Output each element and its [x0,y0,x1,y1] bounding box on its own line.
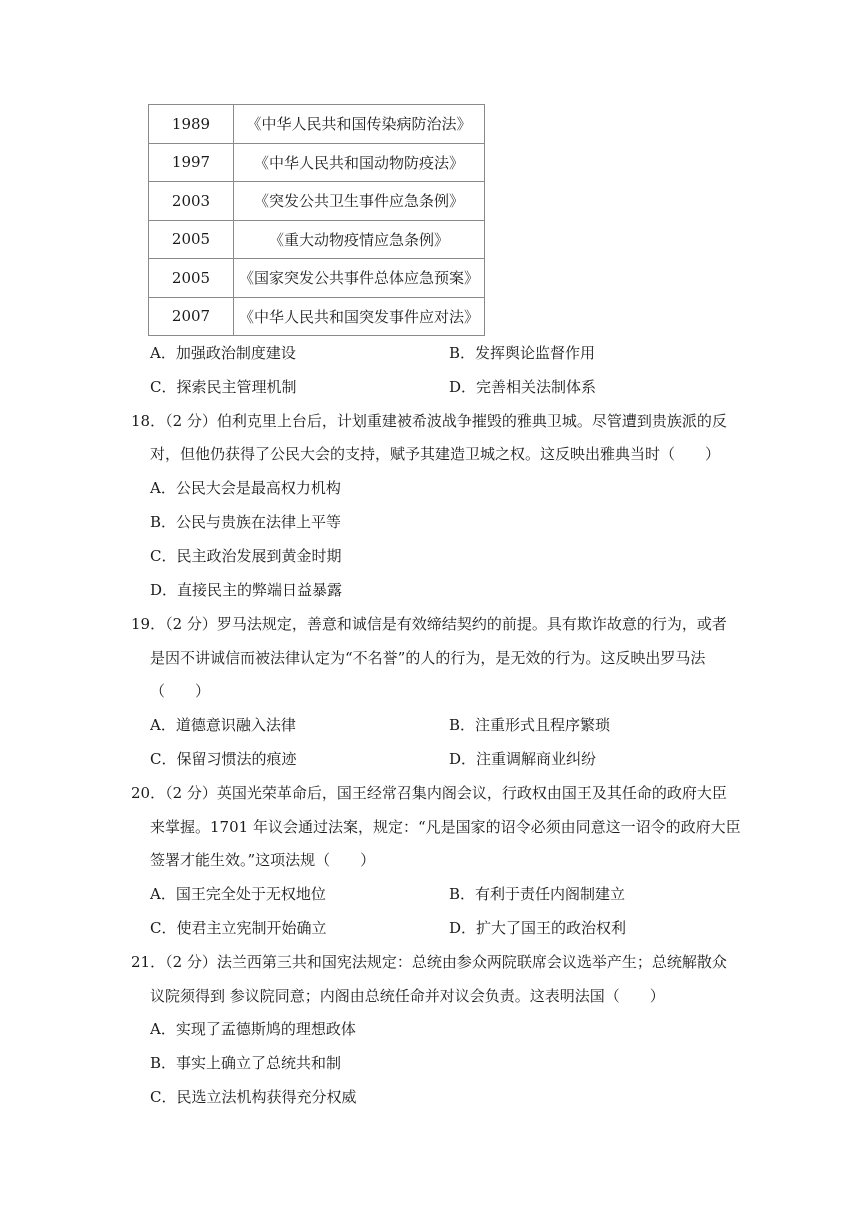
q20-option-c: C．使君主立宪制开始确立 [150,919,327,937]
law-year-cell: 2003 [149,182,234,221]
law-year-cell: 1989 [149,105,234,144]
law-table-row [149,297,485,336]
q20-option-d: D．扩大了国王的政治权利 [449,919,627,937]
law-year-cell: 2005 [149,259,234,298]
q20-option-a: A．国王完全处于无权地位 [150,885,326,903]
q19-option-b: B．注重形式且程序繁琐 [449,716,611,734]
law-title-cell: 《中华人民共和国传染病防治法》 [234,105,485,144]
q21-option-a: A．实现了孟德斯鸠的理想政体 [150,1020,356,1038]
q17-option-c: C．探索民主管理机制 [150,378,297,396]
q18-stem-line2: 对，但他仍获得了公民大会的支持，赋予其建造卫城之权。这反映出雅典当时（ ） [150,445,721,463]
q21-stem-line2: 议院须得到 参议院同意；内阁由总统任命并对议会负责。这表明法国（ ） [150,987,665,1005]
law-title-cell: 《中华人民共和国动物防疫法》 [234,143,485,182]
law-title-cell: 《中华人民共和国突发事件应对法》 [234,297,485,336]
q19-stem-line1: 19．（2 分）罗马法规定，善意和诚信是有效缔结契约的前提。具有欺诈故意的行为，或者 [131,615,727,633]
q20-stem-line1: 20．（2 分）英国光荣革命后，国王经常召集内阁会议，行政权由国王及其任命的政府大臣 [131,784,727,802]
q18-option-b: B．公民与贵族在法律上平等 [150,513,342,531]
q21-option-c: C．民选立法机构获得充分权威 [150,1088,357,1106]
law-table-row [149,182,485,221]
q19-stem-line3: （ ） [150,682,211,700]
law-title-cell: 《国家突发公共事件总体应急预案》 [234,259,485,298]
law-title-cell: 《重大动物疫情应急条例》 [234,220,485,259]
q19-option-a: A．道德意识融入法律 [150,716,296,734]
q18-option-d: D．直接民主的弊端日益暴露 [150,581,343,599]
q21-stem-line1: 21．（2 分）法兰西第三共和国宪法规定：总统由参众两院联席会议选举产生；总统解散众 [131,953,727,971]
q18-stem-line1: 18．（2 分）伯利克里上台后，计划重建被希波战争摧毁的雅典卫城。尽管遭到贵族派的反 [131,412,727,430]
q20-option-b: B．有利于责任内阁制建立 [449,885,626,903]
q18-option-a: A．公民大会是最高权力机构 [150,479,341,497]
q20-stem-line3: 签署才能生效。”这项法规（ ） [150,851,376,869]
q20-stem-line2: 来掌握。1701 年议会通过法案，规定：“凡是国家的诏令必须由同意这一诏令的政府大臣 [150,818,741,836]
law-timeline-table [148,104,485,336]
law-table-row [149,143,485,182]
law-year-cell: 1997 [149,143,234,182]
q19-option-c: C．保留习惯法的痕迹 [150,750,297,768]
q17-option-d: D．完善相关法制体系 [449,378,597,396]
q18-option-c: C．民主政治发展到黄金时期 [150,547,342,565]
law-title-cell: 《突发公共卫生事件应急条例》 [234,182,485,221]
q17-option-a: A．加强政治制度建设 [150,344,296,362]
q17-option-b: B．发挥舆论监督作用 [449,344,596,362]
q19-stem-line2: 是因不讲诚信而被法律认定为“不名誉”的人的行为，是无效的行为。这反映出罗马法 [150,649,706,667]
law-year-cell: 2005 [149,220,234,259]
q21-option-b: B．事实上确立了总统共和制 [150,1054,342,1072]
law-table-row [149,105,485,144]
law-table-row [149,259,485,298]
q19-option-d: D．注重调解商业纠纷 [449,750,597,768]
law-year-cell: 2007 [149,297,234,336]
law-table-row [149,220,485,259]
